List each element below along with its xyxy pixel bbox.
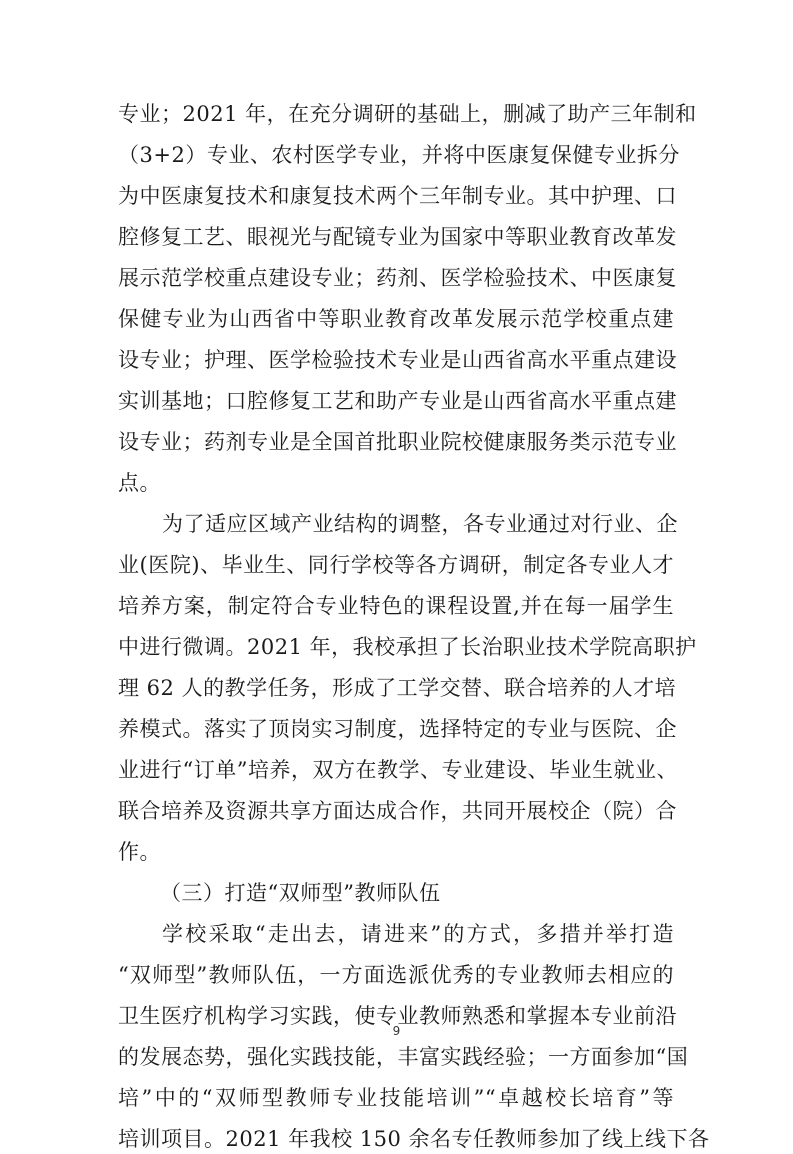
paragraph-1-line-5: 展示范学校重点建设专业；药剂、医学检验技术、中医康复	[118, 266, 677, 290]
paragraph-1-line-3: 为中医康复技术和康复技术两个三年制专业。其中护理、口	[118, 184, 677, 208]
paragraph-2-line-2: 业(医院)、毕业生、同行学校等各方调研，制定各专业人才	[118, 553, 674, 577]
paragraph-1-line-4: 腔修复工艺、眼视光与配镜专业为国家中等职业教育改革发	[118, 225, 677, 249]
paragraph-3-line-2: “双师型”教师队伍，一方面选派优秀的专业教师去相应的	[118, 963, 674, 987]
paragraph-1-line-7: 设专业；护理、医学检验技术专业是山西省高水平重点建设	[118, 348, 677, 372]
paragraph-2-line-6: 养模式。落实了顶岗实习制度，选择特定的专业与医院、企	[118, 717, 677, 741]
paragraph-2-line-3: 培养方案，制定符合专业特色的课程设置,并在每一届学生	[118, 594, 674, 618]
page-number: 9	[392, 1024, 401, 1038]
paragraph-3-line-6: 培训项目。2021 年我校 150 余名专任教师参加了线上线下各	[118, 1127, 710, 1151]
paragraph-2-line-7: 业进行“订单”培养，双方在教学、专业建设、毕业生就业、	[118, 758, 678, 782]
paragraph-1-line-10: 点。	[118, 471, 161, 495]
paragraph-2-line-1: 为了适应区域产业结构的调整，各专业通过对行业、企	[162, 512, 678, 536]
paragraph-3-line-5: 培”中的“双师型教师专业技能培训”“卓越校长培育”等	[118, 1086, 674, 1110]
paragraph-2-line-4: 中进行微调。2021 年，我校承担了长治职业技术学院高职护	[118, 635, 697, 659]
paragraph-1-line-1: 专业；2021 年，在充分调研的基础上，删减了助产三年制和	[118, 102, 697, 126]
paragraph-2-line-8: 联合培养及资源共享方面达成合作，共同开展校企（院）合	[118, 799, 677, 823]
paragraph-1-line-6: 保健专业为山西省中等职业教育改革发展示范学校重点建	[118, 307, 674, 331]
paragraph-2-line-9: 作。	[118, 840, 161, 864]
paragraph-1-line-9: 设专业；药剂专业是全国首批职业院校健康服务类示范专业	[118, 430, 677, 454]
paragraph-3-line-3: 卫生医疗机构学习实践，使专业教师熟悉和掌握本专业前沿	[118, 1004, 677, 1028]
paragraph-1-line-2: （3+2）专业、农村医学专业，并将中医康复保健专业拆分	[118, 143, 680, 167]
paragraph-3-line-1: 学校采取“走出去，请进来”的方式，多措并举打造	[162, 922, 674, 946]
paragraph-1-line-8: 实训基地；口腔修复工艺和助产专业是山西省高水平重点建	[118, 389, 677, 413]
section-heading: （三）打造“双师型”教师队伍	[160, 881, 441, 905]
paragraph-2-line-5: 理 62 人的教学任务，形成了工学交替、联合培养的人才培	[118, 676, 677, 700]
paragraph-3-line-4: 的发展态势，强化实践技能，丰富实践经验；一方面参加“国	[118, 1045, 689, 1069]
